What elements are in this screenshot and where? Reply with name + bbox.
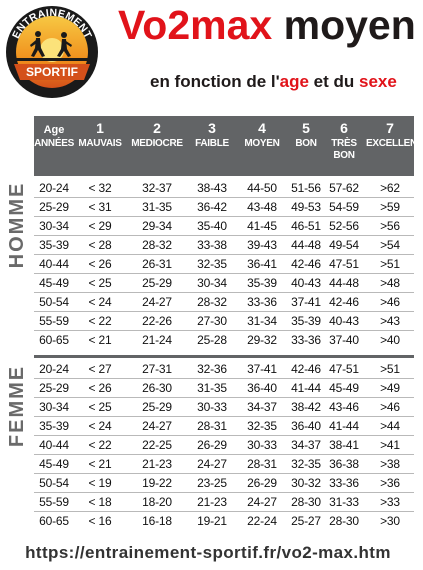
vo2max-value-cell: < 29 [88,219,112,233]
vo2max-value-cell: 49-53 [291,200,321,214]
vo2max-value-cell: 26-31 [142,257,172,271]
table-row [34,379,414,398]
footer-url: https://entrainement-sportif.fr/vo2-max.htm [25,543,391,562]
header-level-label: MOYEN [244,138,280,149]
vo2max-value-cell: 35-39 [291,314,321,328]
age-range-cell: 25-29 [39,381,69,395]
header-age [34,116,74,176]
vo2max-value-cell: 43-48 [247,200,277,214]
header-level-num: 6 [340,120,348,136]
logo-top-text: ENTRAINEMENT [10,6,94,41]
table-row [34,331,414,350]
vo2max-value-cell: 35-40 [197,219,227,233]
age-range-cell: 55-59 [39,314,69,328]
vo2max-value-cell: >51 [380,257,400,271]
vo2max-value-cell: 34-37 [247,400,277,414]
header-level-num: 1 [96,120,104,136]
vo2max-value-cell: < 18 [88,495,112,509]
age-range-cell: 50-54 [39,295,69,309]
vo2max-value-cell: 32-35 [197,257,227,271]
vo2max-value-cell: 44-50 [247,181,277,195]
title-moyen: moyen [283,2,416,48]
age-range-cell: 40-44 [39,438,69,452]
vo2max-value-cell: < 22 [88,438,112,452]
table-row [34,512,414,531]
vo2max-value-cell: 30-32 [291,476,321,490]
age-range-cell: 30-34 [39,400,69,414]
vo2max-value-cell: < 27 [88,362,112,376]
header-level-3 [189,116,235,176]
vo2max-value-cell: 33-38 [197,238,227,252]
vo2max-value-cell: 25-28 [197,333,227,347]
vo2max-value-cell: >48 [380,276,400,290]
header-level-2 [126,116,188,176]
vo2max-value-cell: 33-36 [291,333,321,347]
vo2max-value-cell: 32-37 [142,181,172,195]
vo2max-value-cell: < 26 [88,381,112,395]
table-row [34,312,414,331]
vo2max-value-cell: 18-20 [142,495,172,509]
table-row [34,198,414,217]
vo2max-value-cell: 57-62 [329,181,359,195]
vo2max-value-cell: 36-42 [197,200,227,214]
vo2max-value-cell: 22-25 [142,438,172,452]
header-age-num: Age [43,124,65,136]
vo2max-value-cell: 27-30 [197,314,227,328]
vo2max-value-cell: 54-59 [329,200,359,214]
table-row [34,179,414,198]
vo2max-value-cell: < 28 [88,238,112,252]
vo2max-value-cell: < 26 [88,257,112,271]
vo2max-value-cell: 25-29 [142,400,172,414]
vo2max-value-cell: >46 [380,295,400,309]
vo2max-value-cell: 25-27 [291,514,321,528]
header-level-num: 2 [153,120,161,136]
vo2max-value-cell: >38 [380,457,400,471]
vo2max-value-cell: < 24 [88,419,112,433]
age-range-cell: 35-39 [39,238,69,252]
header-level-num: 3 [208,120,216,136]
vo2max-value-cell: 19-22 [142,476,172,490]
vo2max-value-cell: >43 [380,314,400,328]
vo2max-value-cell: 42-46 [291,362,321,376]
vo2max-value-cell: < 19 [88,476,112,490]
header-level-label: MEDIOCRE [131,138,183,149]
vo2max-value-cell: 29-32 [247,333,277,347]
age-range-cell: 45-49 [39,276,69,290]
vo2max-value-cell: 47-51 [329,362,359,376]
age-range-cell: 50-54 [39,476,69,490]
vo2max-value-cell: < 22 [88,314,112,328]
vo2max-value-cell: 19-21 [197,514,227,528]
vo2max-value-cell: >41 [380,438,400,452]
vo2max-value-cell: 37-40 [329,333,359,347]
vo2max-value-cell: 26-30 [142,381,172,395]
table-row [34,274,414,293]
vo2max-value-cell: 24-27 [142,419,172,433]
header-level-label: FAIBLE [195,138,229,149]
vo2max-value-cell: 49-54 [329,238,359,252]
vo2max-value-cell: 22-26 [142,314,172,328]
header-level-7 [366,116,423,176]
vo2max-value-cell: >56 [380,219,400,233]
vo2max-value-cell: 40-43 [329,314,359,328]
vo2max-value-cell: >30 [380,514,400,528]
header-level-num: 4 [258,120,266,136]
age-range-cell: 20-24 [39,362,69,376]
header-level-label: EXCELLENT [366,138,423,149]
vo2max-value-cell: 35-39 [247,276,277,290]
vo2max-value-cell: >51 [380,362,400,376]
vo2max-value-cell: >36 [380,476,400,490]
group-label-femme: FEMME [6,364,28,448]
vo2max-value-cell: < 32 [88,181,112,195]
vo2max-value-cell: 39-43 [247,238,277,252]
age-range-cell: 25-29 [39,200,69,214]
vo2max-value-cell: 38-42 [291,400,321,414]
vo2max-value-cell: 41-44 [329,419,359,433]
vo2max-value-cell: 32-35 [247,419,277,433]
vo2max-value-cell: 36-41 [247,257,277,271]
vo2max-value-cell: 30-33 [247,438,277,452]
age-range-cell: 45-49 [39,457,69,471]
vo2max-value-cell: 32-35 [291,457,321,471]
vo2max-value-cell: 32-36 [197,362,227,376]
logo-bottom-text: SPORTIF [25,65,79,79]
vo2max-value-cell: 21-24 [142,333,172,347]
vo2max-value-cell: < 21 [88,333,112,347]
table-row [34,417,414,436]
vo2max-value-cell: < 16 [88,514,112,528]
vo2max-value-cell: 27-31 [142,362,172,376]
vo2max-value-cell: 28-32 [142,238,172,252]
vo2max-value-cell: < 21 [88,457,112,471]
vo2max-value-cell: 44-48 [329,276,359,290]
vo2max-value-cell: >40 [380,333,400,347]
vo2max-value-cell: 33-36 [329,476,359,490]
table-row [34,493,414,512]
header-age-label: ANNÉES [34,138,74,149]
vo2max-value-cell: 45-49 [329,381,359,395]
age-range-cell: 35-39 [39,419,69,433]
subtitle-age: age [279,72,309,91]
vo2max-value-cell: 24-27 [247,495,277,509]
table-row [34,217,414,236]
vo2max-value-cell: 37-41 [291,295,321,309]
vo2max-value-cell: 22-24 [247,514,277,528]
table-header [34,116,423,176]
vo2max-value-cell: 21-23 [197,495,227,509]
vo2max-value-cell: 26-29 [247,476,277,490]
header-level-1 [76,116,124,176]
header-level-5 [289,116,323,176]
header-level-label: TRÈS BON [331,138,357,161]
vo2max-value-cell: 33-36 [247,295,277,309]
entrainement-sportif-logo [4,4,100,100]
table-row [34,236,414,255]
vo2max-value-cell: >46 [380,400,400,414]
vo2max-value-cell: 44-48 [291,238,321,252]
vo2max-value-cell: 46-51 [291,219,321,233]
age-range-cell: 40-44 [39,257,69,271]
header-level-6 [324,116,364,176]
table-row [34,255,414,274]
table-row [34,398,414,417]
age-range-cell: 55-59 [39,495,69,509]
table-row [34,293,414,312]
vo2max-value-cell: < 25 [88,400,112,414]
header-level-num: 7 [386,120,394,136]
vo2max-value-cell: 43-46 [329,400,359,414]
vo2max-value-cell: >54 [380,238,400,252]
table-row [34,474,414,493]
vo2max-value-cell: 26-29 [197,438,227,452]
age-range-cell: 60-65 [39,514,69,528]
subtitle-pre: en fonction de l' [150,72,280,91]
vo2max-value-cell: 31-35 [197,381,227,395]
vo2max-value-cell: < 24 [88,295,112,309]
vo2max-value-cell: 36-38 [329,457,359,471]
vo2max-value-cell: 28-30 [291,495,321,509]
vo2max-value-cell: 36-40 [291,419,321,433]
vo2max-value-cell: 40-43 [291,276,321,290]
vo2max-value-cell: >33 [380,495,400,509]
vo2max-value-cell: 16-18 [142,514,172,528]
vo2max-value-cell: 30-34 [197,276,227,290]
vo2max-value-cell: 37-41 [247,362,277,376]
vo2max-value-cell: 28-31 [247,457,277,471]
table-row [34,455,414,474]
subtitle-sexe: sexe [359,72,397,91]
vo2max-value-cell: 28-31 [197,419,227,433]
vo2max-value-cell: 31-34 [247,314,277,328]
vo2max-value-cell: 24-27 [142,295,172,309]
vo2max-value-cell: >49 [380,381,400,395]
vo2max-value-cell: 38-41 [329,438,359,452]
subtitle-mid: et du [308,72,360,91]
vo2max-value-cell: 52-56 [329,219,359,233]
title-vo2max: Vo2max [118,2,273,48]
vo2max-value-cell: 41-45 [247,219,277,233]
vo2max-value-cell: 31-35 [142,200,172,214]
age-range-cell: 20-24 [39,181,69,195]
header-level-num: 5 [302,120,310,136]
vo2max-value-cell: < 31 [88,200,112,214]
group-label-homme: HOMME [6,181,28,269]
vo2max-value-cell: >59 [380,200,400,214]
vo2max-value-cell: 23-25 [197,476,227,490]
vo2max-value-cell: 31-33 [329,495,359,509]
vo2max-value-cell: 28-30 [329,514,359,528]
vo2max-value-cell: 30-33 [197,400,227,414]
age-range-cell: 60-65 [39,333,69,347]
header-level-label: MAUVAIS [78,138,122,149]
header-level-4 [236,116,288,176]
vo2max-value-cell: 47-51 [329,257,359,271]
vo2max-value-cell: 24-27 [197,457,227,471]
group-divider [34,355,414,358]
age-range-cell: 30-34 [39,219,69,233]
vo2max-value-cell: 41-44 [291,381,321,395]
vo2max-value-cell: 51-56 [291,181,321,195]
header-level-label: BON [295,138,317,149]
table-row [34,360,414,379]
vo2max-value-cell: >62 [380,181,400,195]
vo2max-value-cell: 42-46 [291,257,321,271]
vo2max-value-cell: 42-46 [329,295,359,309]
vo2max-value-cell: 29-34 [142,219,172,233]
vo2max-value-cell: < 25 [88,276,112,290]
vo2max-value-cell: 25-29 [142,276,172,290]
vo2max-value-cell: >44 [380,419,400,433]
page-subtitle [150,70,416,94]
vo2max-value-cell: 21-23 [142,457,172,471]
vo2max-value-cell: 34-37 [291,438,321,452]
vo2max-value-cell: 36-40 [247,381,277,395]
vo2max-value-cell: 38-43 [197,181,227,195]
table-row [34,436,414,455]
vo2max-value-cell: 28-32 [197,295,227,309]
page-title [118,0,416,50]
